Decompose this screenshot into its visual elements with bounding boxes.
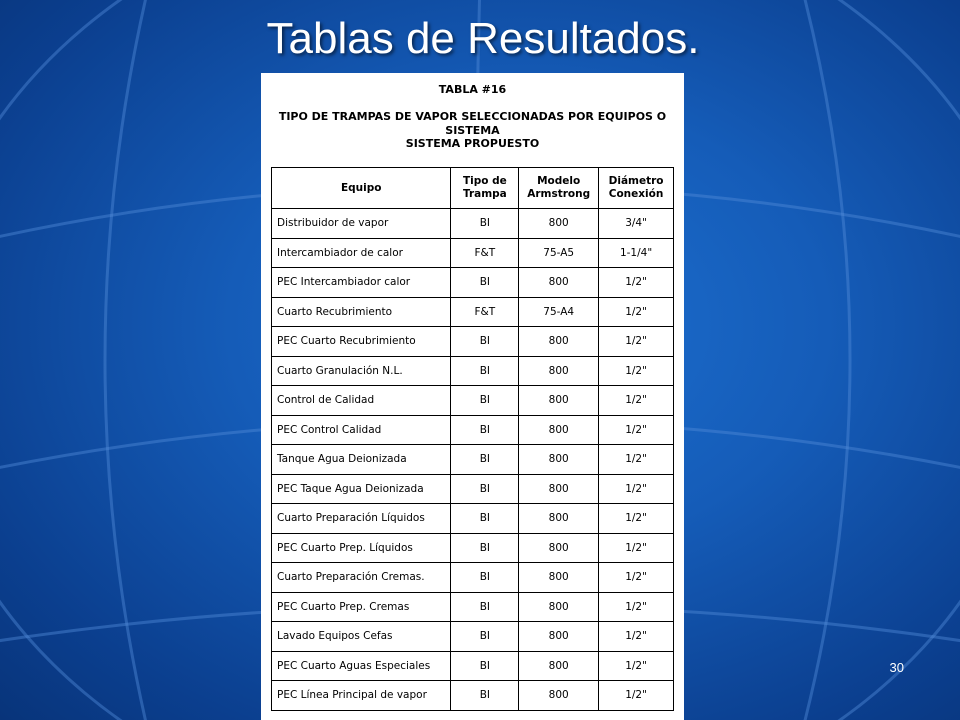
cell-modelo: 800 (519, 356, 599, 386)
cell-tipo: BI (451, 356, 519, 386)
cell-modelo: 800 (519, 651, 599, 681)
col-header-diametro (599, 168, 674, 209)
col-header-tipo (451, 168, 519, 209)
cell-tipo: BI (451, 592, 519, 622)
cell-modelo: 800 (519, 504, 599, 534)
table-row (272, 209, 674, 239)
cell-equipo: Tanque Agua Deionizada (272, 445, 451, 475)
cell-diametro: 1/2" (599, 651, 674, 681)
cell-diametro: 1/2" (599, 681, 674, 711)
cell-diametro: 1/2" (599, 415, 674, 445)
col-header-modelo (519, 168, 599, 209)
cell-tipo: BI (451, 681, 519, 711)
cell-equipo: PEC Cuarto Prep. Líquidos (272, 533, 451, 563)
cell-equipo: PEC Intercambiador calor (272, 268, 451, 298)
cell-diametro: 1/2" (599, 386, 674, 416)
cell-tipo: F&T (451, 238, 519, 268)
cell-tipo: BI (451, 327, 519, 357)
cell-equipo: PEC Cuarto Recubrimiento (272, 327, 451, 357)
table-row (272, 386, 674, 416)
cell-modelo: 800 (519, 681, 599, 711)
col-header-diametro-line-1: Diámetro (608, 175, 664, 187)
cell-equipo: Cuarto Recubrimiento (272, 297, 451, 327)
table-heading-line-3: SISTEMA PROPUESTO (405, 137, 540, 150)
cell-tipo: BI (451, 563, 519, 593)
cell-equipo: Distribuidor de vapor (272, 209, 451, 239)
cell-equipo: Cuarto Preparación Líquidos (272, 504, 451, 534)
table-row (272, 268, 674, 298)
cell-tipo: BI (451, 268, 519, 298)
cell-equipo: Control de Calidad (272, 386, 451, 416)
cell-diametro: 1/2" (599, 622, 674, 652)
table-heading-line-1: TIPO DE TRAMPAS DE VAPOR SELECCIONADAS POR EQUIPOS O (278, 110, 667, 123)
cell-equipo: Cuarto Preparación Cremas. (272, 563, 451, 593)
cell-diametro: 1-1/4" (599, 238, 674, 268)
cell-modelo: 800 (519, 592, 599, 622)
col-header-equipo-text: Equipo (340, 181, 382, 194)
cell-equipo: PEC Cuarto Prep. Cremas (272, 592, 451, 622)
slide-title-text: Tablas de Resultados. (266, 14, 700, 63)
cell-equipo: PEC Línea Principal de vapor (272, 681, 451, 711)
col-header-modelo-line-2: Armstrong (527, 188, 591, 200)
cell-modelo: 800 (519, 415, 599, 445)
table-row (272, 474, 674, 504)
cell-tipo: BI (451, 474, 519, 504)
cell-modelo: 800 (519, 327, 599, 357)
col-header-diametro-line-2: Conexión (608, 188, 664, 200)
cell-diametro: 1/2" (599, 445, 674, 475)
cell-diametro: 1/2" (599, 327, 674, 357)
cell-equipo: Cuarto Granulación N.L. (272, 356, 451, 386)
table-row (272, 622, 674, 652)
table-row (272, 415, 674, 445)
table-body (272, 209, 674, 711)
cell-tipo: F&T (451, 297, 519, 327)
cell-diametro: 1/2" (599, 563, 674, 593)
scanned-table-page (261, 73, 684, 720)
table-row (272, 651, 674, 681)
table-row (272, 681, 674, 711)
page-number: 30 (889, 660, 904, 675)
cell-tipo: BI (451, 533, 519, 563)
cell-equipo: PEC Cuarto Aguas Especiales (272, 651, 451, 681)
table-row (272, 533, 674, 563)
col-header-tipo-line-1: Tipo de (462, 175, 507, 187)
cell-equipo: Intercambiador de calor (272, 238, 451, 268)
col-header-modelo-line-1: Modelo (537, 175, 581, 187)
table-row (272, 238, 674, 268)
cell-diametro: 1/2" (599, 533, 674, 563)
table-heading-line-2: SISTEMA (445, 123, 500, 137)
table-header-row (272, 168, 674, 209)
cell-tipo: BI (451, 415, 519, 445)
cell-modelo: 75-A5 (519, 238, 599, 268)
slide-title (0, 14, 960, 64)
cell-equipo: PEC Control Calidad (272, 415, 451, 445)
table-row (272, 297, 674, 327)
cell-modelo: 800 (519, 268, 599, 298)
cell-equipo: Lavado Equipos Cefas (272, 622, 451, 652)
table-row (272, 327, 674, 357)
cell-equipo: PEC Taque Agua Deionizada (272, 474, 451, 504)
cell-tipo: BI (451, 209, 519, 239)
cell-diametro: 1/2" (599, 356, 674, 386)
cell-modelo: 800 (519, 209, 599, 239)
cell-tipo: BI (451, 651, 519, 681)
cell-diametro: 3/4" (599, 209, 674, 239)
cell-tipo: BI (451, 386, 519, 416)
table-number: TABLA #16 (438, 83, 507, 96)
cell-modelo: 800 (519, 474, 599, 504)
col-header-tipo-line-2: Trampa (462, 188, 507, 200)
cell-modelo: 800 (519, 445, 599, 475)
table-row (272, 563, 674, 593)
cell-diametro: 1/2" (599, 297, 674, 327)
table-row (272, 504, 674, 534)
cell-diametro: 1/2" (599, 504, 674, 534)
table-row (272, 445, 674, 475)
table-heading (261, 110, 684, 151)
cell-modelo: 800 (519, 533, 599, 563)
cell-modelo: 75-A4 (519, 297, 599, 327)
cell-diametro: 1/2" (599, 268, 674, 298)
cell-tipo: BI (451, 445, 519, 475)
col-header-equipo (272, 168, 451, 209)
cell-diametro: 1/2" (599, 474, 674, 504)
cell-diametro: 1/2" (599, 592, 674, 622)
table-row (272, 356, 674, 386)
cell-modelo: 800 (519, 563, 599, 593)
table-row (272, 592, 674, 622)
cell-tipo: BI (451, 504, 519, 534)
cell-tipo: BI (451, 622, 519, 652)
cell-modelo: 800 (519, 622, 599, 652)
cell-modelo: 800 (519, 386, 599, 416)
steam-traps-table (271, 167, 674, 711)
